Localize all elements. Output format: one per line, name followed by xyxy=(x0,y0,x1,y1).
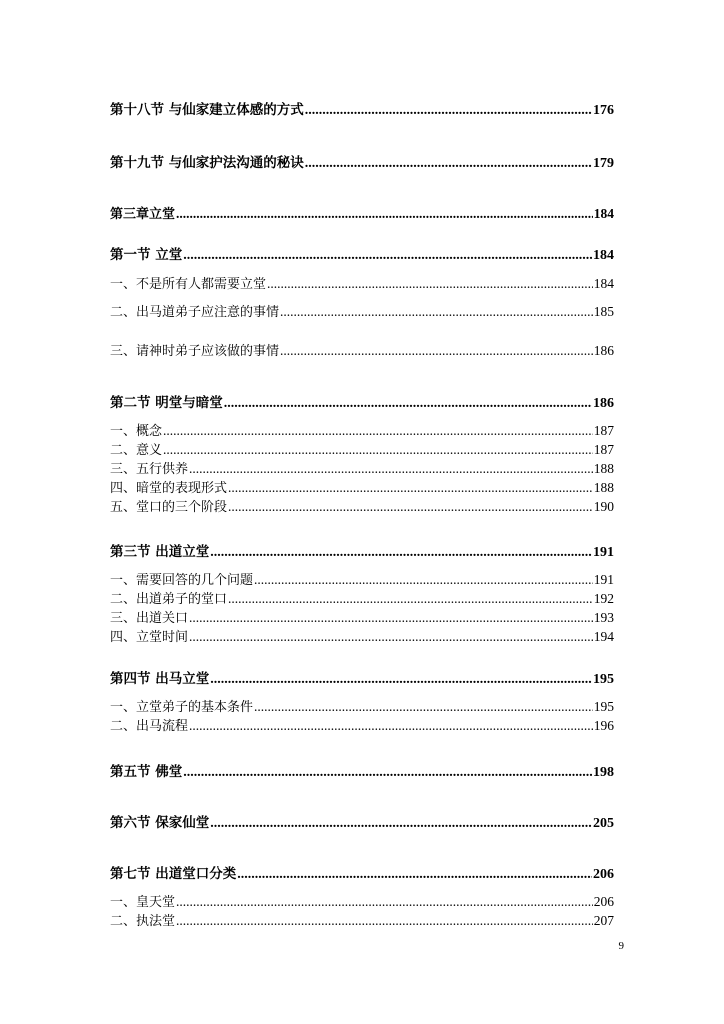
toc-leader-dots xyxy=(189,611,593,625)
toc-entry-page: 193 xyxy=(593,610,614,625)
toc-entry-page: 196 xyxy=(593,718,614,733)
toc-leader-dots xyxy=(254,573,593,587)
toc-entry xyxy=(110,439,614,458)
toc-entry-title: 二、出马流程 xyxy=(110,719,189,734)
toc-leader-dots xyxy=(183,766,592,780)
toc-entry-page: 184 xyxy=(593,276,614,291)
toc-entry-page: 207 xyxy=(593,913,614,928)
toc-entry xyxy=(110,760,614,781)
toc-entry-title: 二、出马道弟子应注意的事情 xyxy=(110,305,280,320)
toc-entry xyxy=(110,496,614,515)
toc-entry-page: 206 xyxy=(593,894,614,909)
toc-entry-title: 第十八节 与仙家建立体感的方式 xyxy=(110,102,304,118)
toc-entry-title: 一、皇天堂 xyxy=(110,895,176,910)
toc-leader-dots xyxy=(224,397,592,411)
toc-entry xyxy=(110,151,614,172)
page-number: 9 xyxy=(618,940,624,952)
toc-entry-page: 179 xyxy=(593,156,614,171)
toc-entry-title: 第七节 出道堂口分类 xyxy=(110,866,237,882)
toc-entry-title: 三、出道关口 xyxy=(110,611,189,626)
toc-entry-page: 185 xyxy=(593,304,614,319)
toc-entry-page: 192 xyxy=(593,591,614,606)
toc-leader-dots xyxy=(237,868,592,882)
toc-entry xyxy=(110,98,614,119)
toc-leader-dots xyxy=(163,443,593,457)
toc-entry-title: 第六节 保家仙堂 xyxy=(110,815,210,831)
toc-entry-page: 186 xyxy=(593,396,614,411)
toc-entry xyxy=(110,391,614,412)
toc-entry-page: 187 xyxy=(593,423,614,438)
toc-entry-title: 三、请神时弟子应该做的事情 xyxy=(110,344,280,359)
toc-entry-title: 一、立堂弟子的基本条件 xyxy=(110,700,254,715)
toc-entry-title: 第四节 出马立堂 xyxy=(110,671,210,687)
toc-leader-dots xyxy=(228,481,593,495)
toc-leader-dots xyxy=(228,500,593,514)
toc-leader-dots xyxy=(176,895,593,909)
toc-leader-dots xyxy=(305,104,592,118)
toc-leader-dots xyxy=(189,462,593,476)
toc-entry-page: 188 xyxy=(593,461,614,476)
toc-entry xyxy=(110,569,614,588)
toc-entry xyxy=(110,696,614,715)
toc-entry-title: 四、暗堂的表现形式 xyxy=(110,481,228,496)
toc-entry-page: 191 xyxy=(593,545,614,560)
toc-entry-page: 186 xyxy=(593,343,614,358)
toc-entry-page: 195 xyxy=(593,672,614,687)
toc-leader-dots xyxy=(210,817,592,831)
toc-entry-page: 198 xyxy=(593,765,614,780)
toc-entry-title: 二、执法堂 xyxy=(110,914,176,929)
toc-leader-dots xyxy=(254,700,593,714)
toc-entry xyxy=(110,458,614,477)
toc-entry-title: 第一节 立堂 xyxy=(110,247,183,263)
toc-entry-page: 206 xyxy=(593,867,614,882)
toc-entry xyxy=(110,588,614,607)
toc-leader-dots xyxy=(163,424,593,438)
toc-entry xyxy=(110,340,614,359)
toc-entry-title: 第三节 出道立堂 xyxy=(110,544,210,560)
toc-leader-dots xyxy=(176,207,593,221)
toc-entry-title: 一、需要回答的几个问题 xyxy=(110,573,254,588)
toc-leader-dots xyxy=(189,630,593,644)
toc-entry xyxy=(110,273,614,292)
toc-entry-page: 184 xyxy=(593,206,614,221)
toc-entry-title: 四、立堂时间 xyxy=(110,630,189,645)
toc-entry xyxy=(110,203,614,222)
toc-leader-dots xyxy=(183,249,592,263)
toc-leader-dots xyxy=(280,305,593,319)
toc-entry-page: 195 xyxy=(593,699,614,714)
toc-entry-title: 五、堂口的三个阶段 xyxy=(110,500,228,515)
toc-entry-title: 二、意义 xyxy=(110,443,163,458)
toc-entry xyxy=(110,667,614,688)
toc-entry-title: 二、出道弟子的堂口 xyxy=(110,592,228,607)
toc-leader-dots xyxy=(305,157,592,171)
toc-entry-title: 三、五行供养 xyxy=(110,462,189,477)
toc-entry-page: 176 xyxy=(593,103,614,118)
toc-entry xyxy=(110,301,614,320)
toc-entry xyxy=(110,540,614,561)
toc-entry-title: 第三章立堂 xyxy=(110,207,176,222)
toc-entry xyxy=(110,862,614,883)
toc-entry-page: 191 xyxy=(593,572,614,587)
toc-entry-title: 第二节 明堂与暗堂 xyxy=(110,395,223,411)
toc-entry xyxy=(110,715,614,734)
toc-entry xyxy=(110,243,614,264)
toc-leader-dots xyxy=(176,914,593,928)
toc-leader-dots xyxy=(267,277,593,291)
toc-entry-page: 190 xyxy=(593,499,614,514)
toc-entry-page: 184 xyxy=(593,248,614,263)
toc-leader-dots xyxy=(210,673,592,687)
toc-entry-page: 188 xyxy=(593,480,614,495)
toc-entry-title: 第十九节 与仙家护法沟通的秘诀 xyxy=(110,155,304,171)
toc-leader-dots xyxy=(228,592,593,606)
toc-entry-page: 205 xyxy=(593,816,614,831)
toc-entry xyxy=(110,910,614,929)
toc-entry xyxy=(110,607,614,626)
toc-entry-title: 一、不是所有人都需要立堂 xyxy=(110,277,267,292)
toc-entry-page: 187 xyxy=(593,442,614,457)
toc-entry xyxy=(110,626,614,645)
toc-entry xyxy=(110,477,614,496)
toc-leader-dots xyxy=(189,719,593,733)
toc-entry-title: 一、概念 xyxy=(110,424,163,439)
toc-entry xyxy=(110,420,614,439)
toc-leader-dots xyxy=(280,344,593,358)
toc-entry xyxy=(110,891,614,910)
toc-leader-dots xyxy=(210,546,592,560)
toc-entry-page: 194 xyxy=(593,629,614,644)
toc-entry xyxy=(110,811,614,832)
toc-entry-title: 第五节 佛堂 xyxy=(110,764,183,780)
